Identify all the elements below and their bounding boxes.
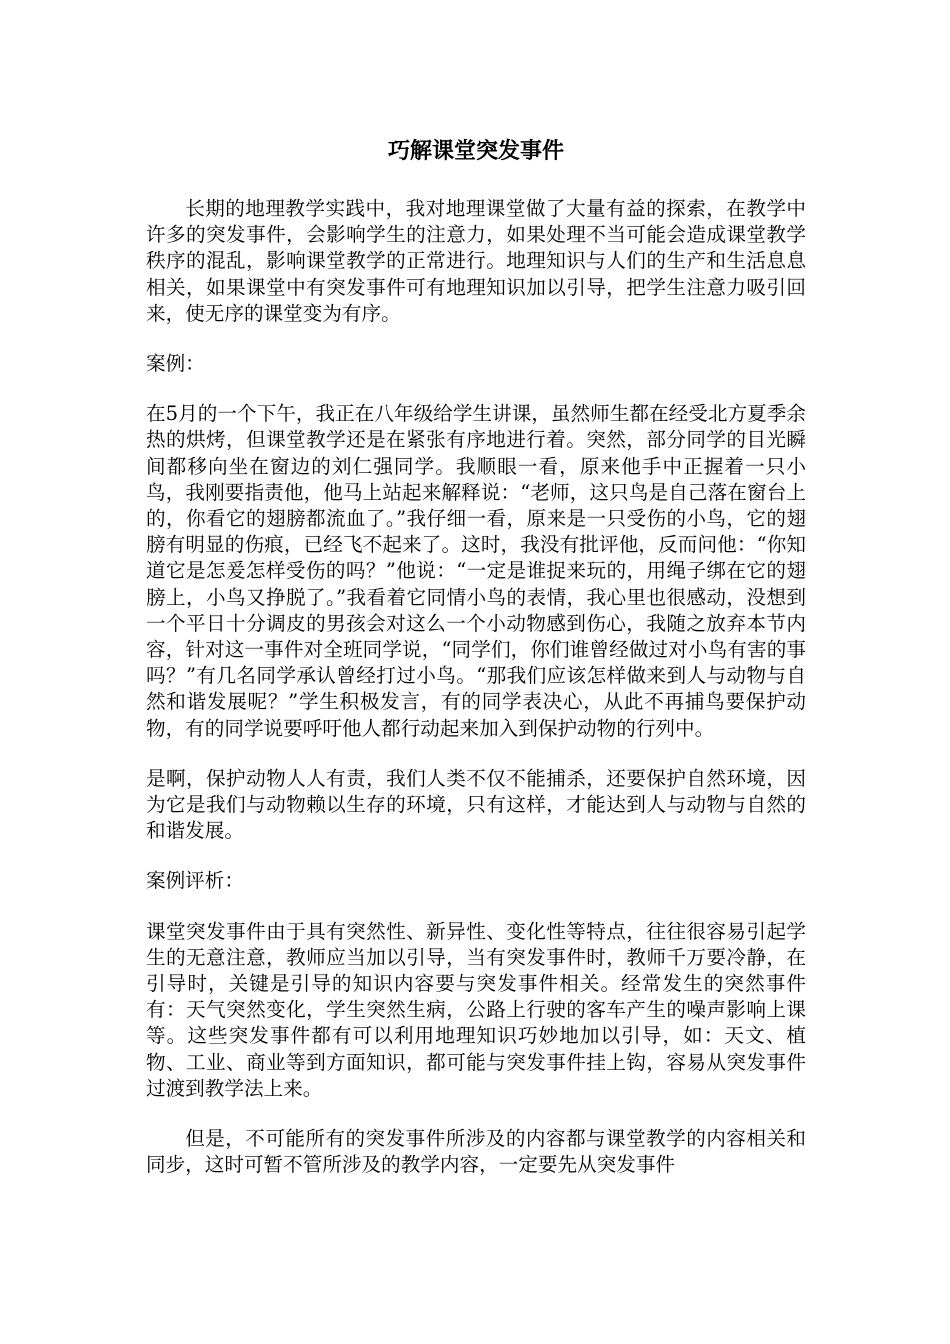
document-page: [146, 0, 806, 1344]
reflection-paragraph: 是啊，保护动物人人有责，我们人类不仅不能捕杀，还要保护自然环境，因为它是我们与动物赖以生存的环境，只有这样，才能达到人与动物与自然的和谐发展。: [146, 766, 806, 843]
analysis-heading: 案例评析：: [146, 869, 244, 893]
document-title: 巧解课堂突发事件: [387, 138, 564, 164]
continuation-paragraph: 但是，不可能所有的突发事件所涉及的内容都与课堂教学的内容相关和同步，这时可暂不管所涉及的教学内容，一定要先从突发事件: [146, 1127, 806, 1177]
document-body: [146, 196, 806, 1179]
analysis-paragraph: 课堂突发事件由于具有突然性、新异性、变化性等特点，往往很容易引起学生的无意注意，教师应当加以引导，当有突发事件时，教师千万要冷静，在引导时，关键是引导的知识内容要与突发事件相关。经常发生的突然事件有：天气突然变化，学生突然生病，公路上行驶的客车产生的噪声影响上课等。这些突发事件都有可以利用地理知识巧妙地加以引导，如：天文、植物、工业、商业等到方面知识，都可能与突发事件挂上钩，容易从突发事件过渡到教学法上来。: [146, 919, 806, 1100]
intro-paragraph: 长期的地理教学实践中，我对地理课堂做了大量有益的探索，在教学中许多的突发事件，会影响学生的注意力，如果处理不当可能会造成课堂教学秩序的混乱，影响课堂教学的正常进行。地理知识与人们的生产和生活息息相关，如果课堂中有突发事件可有地理知识加以引导，把学生注意力吸引回来，使无序的课堂变为有序。: [146, 197, 806, 325]
case-paragraph: 在5月的一个下午，我正在八年级给学生讲课，虽然师生都在经受北方夏季余热的烘烤，但课堂教学还是在紧张有序地进行着。突然，部分同学的目光瞬间都移向坐在窗边的刘仁强同学。我顺眼一看，原来他手中正握着一只小鸟，我刚要指责他，他马上站起来解释说：“老师，这只鸟是自己落在窗台上的，你看它的翅膀都流血了。”我仔细一看，原来是一只受伤的小鸟，它的翅膀有明显的伤痕，已经飞不起来了。这时，我没有批评他，反而问他：“你知道它是怎爰怎样受伤的吗？”他说：“一定是谁捉来玩的，用绳子绑在它的翅膀上，小鸟又挣脱了。”我看着它同情小鸟的表情，我心里也很感动，没想到一个平日十分调皮的男孩会对这么一个小动物感到伤心，我随之放弃本节内容，针对这一事件对全班同学说，“同学们，你们谁曾经做过对小鸟有害的事吗？”有几名同学承认曾经打过小鸟。“那我们应该怎样做来到人与动物与自然和谐发展呢？”学生积极发言，有的同学表决心，从此不再捕鸟要保护动物，有的同学说要呼吁他人都行动起来加入到保护动物的行列中。: [146, 402, 806, 740]
case-heading: 案例：: [146, 352, 205, 376]
